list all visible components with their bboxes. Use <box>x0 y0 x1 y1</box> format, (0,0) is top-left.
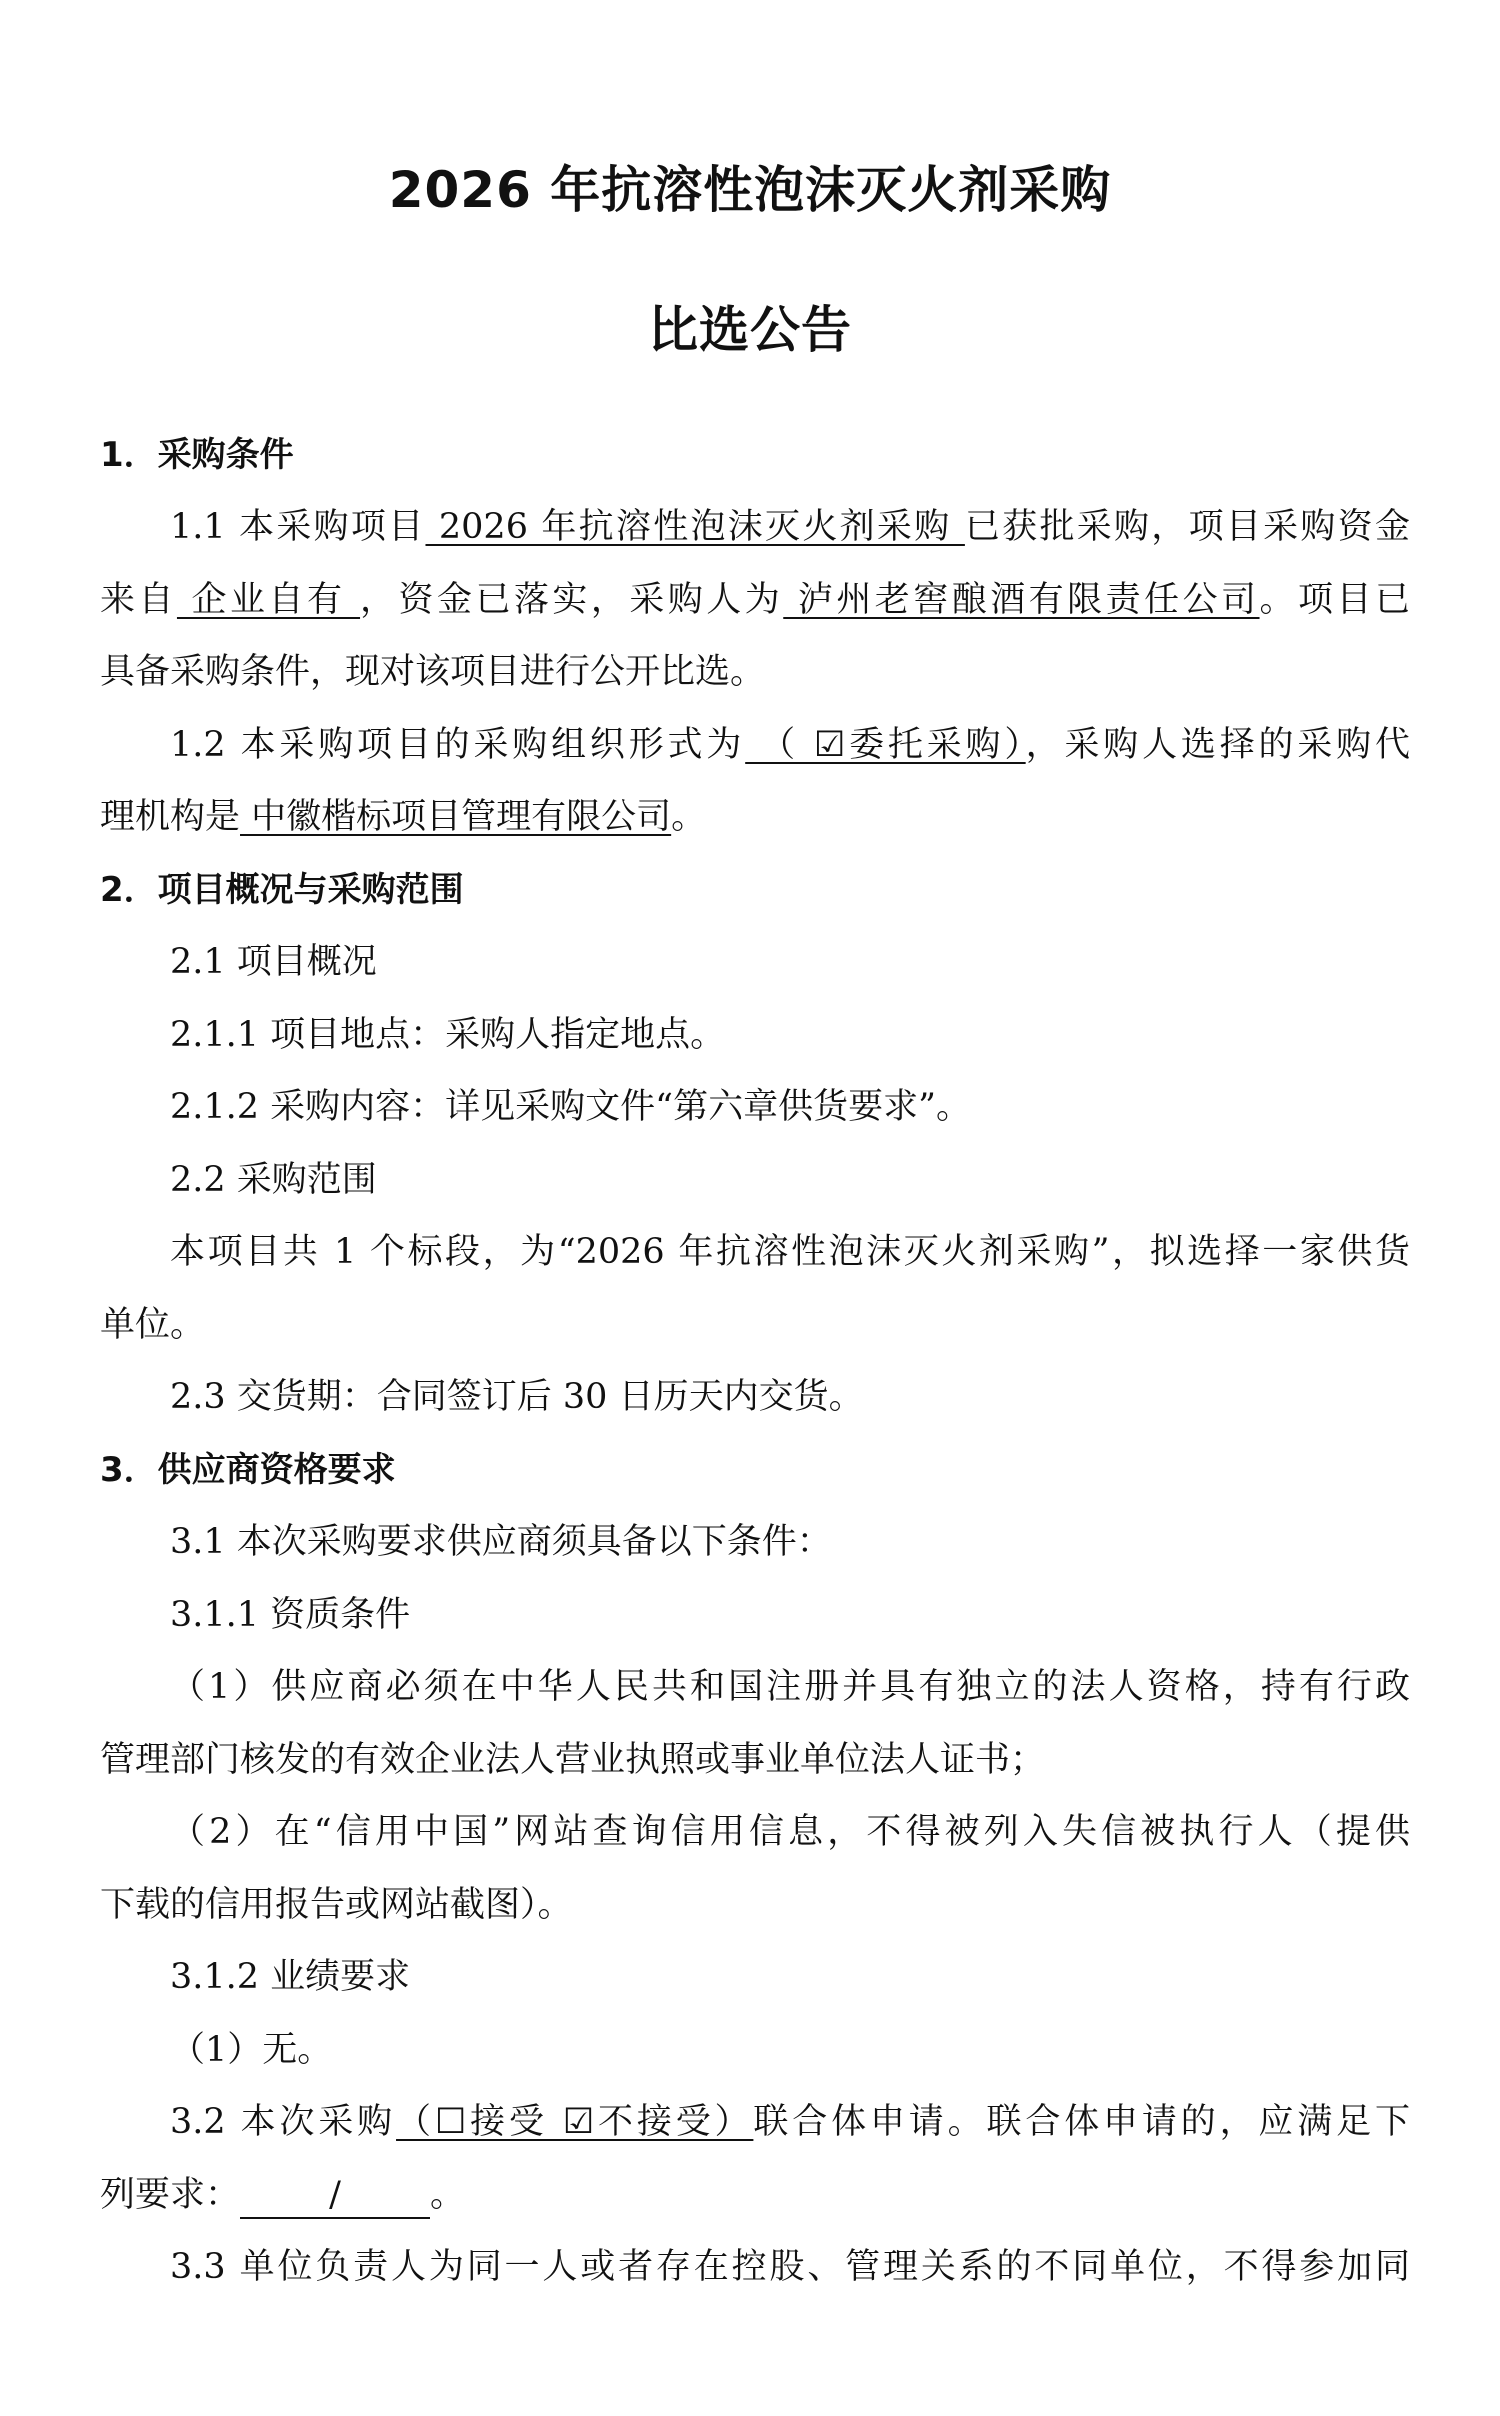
paragraph-1-1-line-1 <box>170 502 1410 552</box>
section-1-heading: 1．采购条件 <box>100 435 294 475</box>
requirements-blank-field: / <box>240 2173 430 2219</box>
section-2-line: 本项目共 1 个标段，为“2026 年抗溶性泡沫灭火剂采购”，拟选择一家供货 <box>170 1232 1410 1272</box>
text: 列要求： <box>100 2175 241 2215</box>
section-3-line: （2）在“信用中国”网站查询信用信息，不得被列入失信被执行人（提供 <box>170 1812 1410 1852</box>
paragraph-1-2-line-2 <box>100 792 1410 842</box>
text: 理机构是 <box>100 797 241 837</box>
agency-field: 中徽楷标项目管理有限公司 <box>240 797 672 837</box>
section-2-line: 2.1.1 项目地点：采购人指定地点。 <box>170 1015 726 1055</box>
text: 3.2 本次采购 <box>170 2102 397 2142</box>
project-name-field: 2026 年抗溶性泡沫灭火剂采购 <box>425 507 965 547</box>
section-2-line: 2.1.2 采购内容：详见采购文件“第六章供货要求”。 <box>170 1087 971 1127</box>
text: 1.1 本采购项目 <box>170 507 426 547</box>
text: 联合体申请。联合体申请的，应满足下 <box>753 2102 1410 2142</box>
section-3-line: 3.1 本次采购要求供应商须具备以下条件： <box>170 1522 832 1562</box>
section-3-line: 管理部门核发的有效企业法人营业执照或事业单位法人证书； <box>100 1740 1046 1780</box>
text: 已获批采购，项目采购资金 <box>964 507 1410 547</box>
section-3-line: 3.3 单位负责人为同一人或者存在控股、管理关系的不同单位，不得参加同 <box>170 2247 1410 2287</box>
text: 来自 <box>100 580 177 620</box>
section-2-heading: 2．项目概况与采购范围 <box>100 870 464 910</box>
section-3-line: （1）供应商必须在中华人民共和国注册并具有独立的法人资格，持有行政 <box>170 1667 1410 1707</box>
text: 1.2 本采购项目的采购组织形式为 <box>170 725 746 765</box>
consortium-options-field: （☐接受 ☑不接受） <box>396 2102 754 2142</box>
paragraph-1-1-line-2 <box>100 575 1410 625</box>
section-3-line: 下载的信用报告或网站截图）。 <box>100 1885 573 1925</box>
section-2-line: 2.1 项目概况 <box>170 942 377 982</box>
organization-form-field: （ ☑委托采购） <box>745 725 1026 765</box>
section-3-line: 3.1.1 资质条件 <box>170 1595 411 1635</box>
document-title: 2026 年抗溶性泡沫灭火剂采购 <box>388 161 1112 219</box>
section-3-line-requirements <box>100 2170 1410 2220</box>
section-3-line-consortium <box>170 2097 1410 2147</box>
document-subtitle: 比选公告 <box>648 301 852 359</box>
text: 。项目已 <box>1259 580 1410 620</box>
paragraph-1-2-line-1 <box>170 720 1410 770</box>
text: 。 <box>430 2175 466 2215</box>
text: ，资金已落实，采购人为 <box>360 580 784 620</box>
funds-source-field: 企业自有 <box>176 580 361 620</box>
section-3-line: （1）无。 <box>170 2030 333 2070</box>
section-2-line: 2.3 交货期：合同签订后 30 日历天内交货。 <box>170 1377 864 1417</box>
section-3-heading: 3．供应商资格要求 <box>100 1450 396 1490</box>
text: ，采购人选择的采购代 <box>1025 725 1410 765</box>
paragraph-1-1-line-3: 具备采购条件，现对该项目进行公开比选。 <box>100 652 766 692</box>
section-2-line: 2.2 采购范围 <box>170 1160 377 1200</box>
text: 。 <box>671 797 707 837</box>
section-3-line: 3.1.2 业绩要求 <box>170 1957 411 1997</box>
purchaser-field: 泸州老窖酿酒有限责任公司 <box>783 580 1260 620</box>
section-2-line: 单位。 <box>100 1305 206 1345</box>
